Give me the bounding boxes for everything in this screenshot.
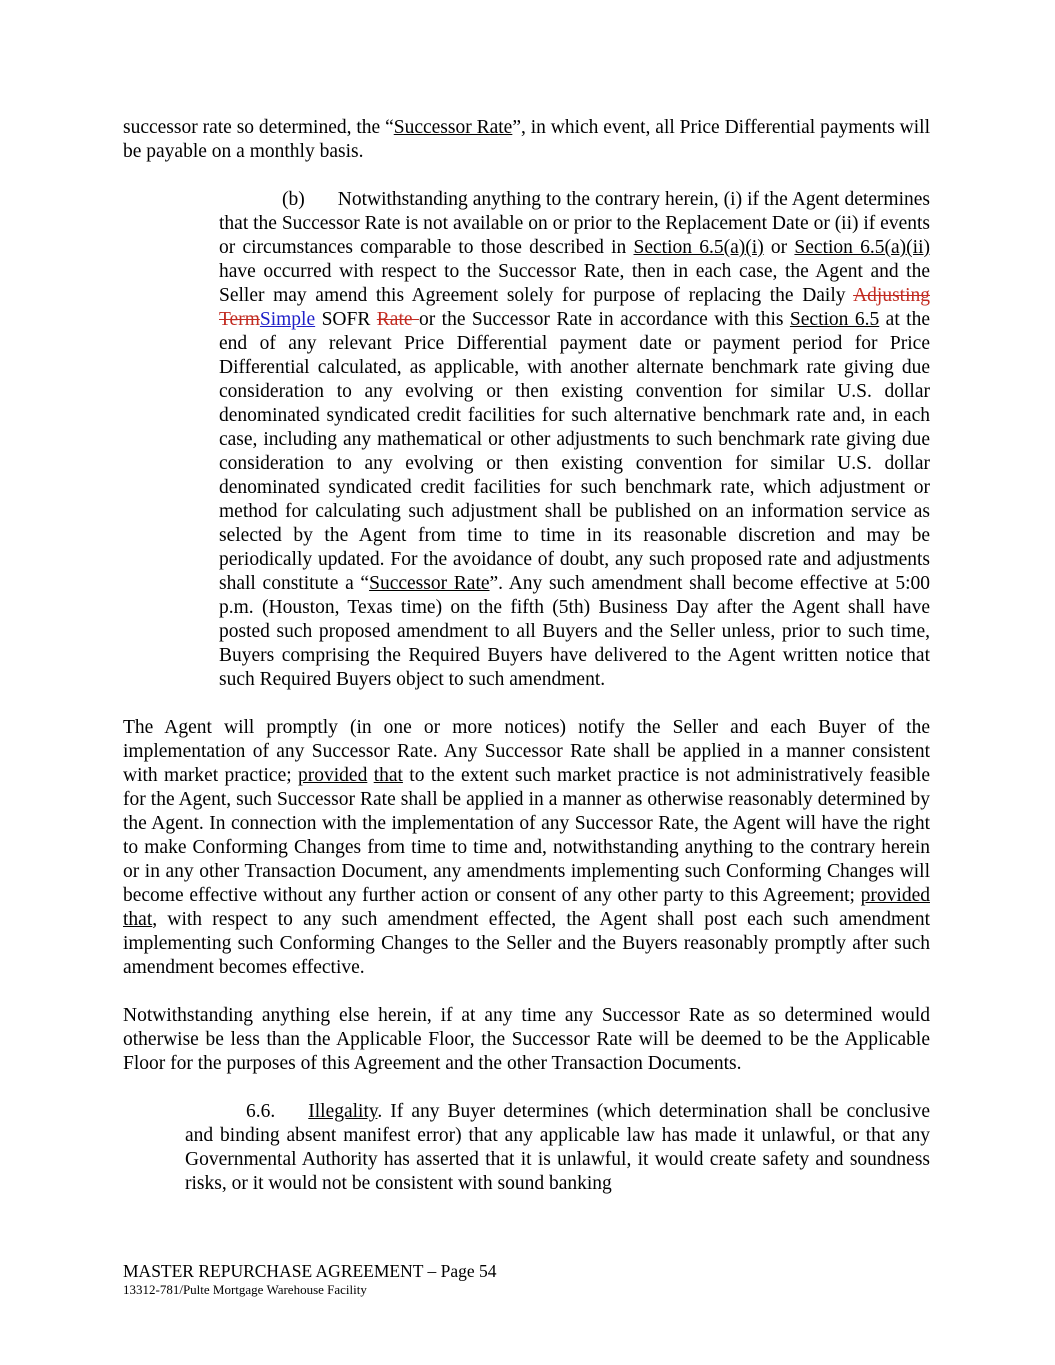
- underlined-text-run: provided: [860, 885, 930, 906]
- text-run: or the Successor Rate in accordance with this: [418, 309, 790, 330]
- text-run: Notwithstanding anything to the contrary herein, (i) if the Agent determines that the Successor Rate is not available on or prior to the Replacement Date or (ii) if events or circumstances comparable to those described in: [219, 189, 930, 258]
- paragraph-agent-notify: [123, 716, 930, 980]
- footer-document-title: MASTER REPURCHASE AGREEMENT – Page 54: [123, 1261, 497, 1281]
- text-run: . If any Buyer determines (which determination shall be conclusive and binding absent manifest error) that any applicable law has made it unlawful, or that any Governmental Authority has asserted that it is unlawful, it would create safety and soundness risks, or it would not be consistent with sound banking: [185, 1101, 930, 1194]
- paragraph-successor-rate-intro: [123, 116, 930, 164]
- deleted-text-run: Rate: [376, 309, 419, 330]
- text-run: or: [763, 237, 795, 258]
- underlined-text-run: Section 6.5(a)(i): [633, 237, 764, 258]
- text-run: The Agent will promptly (in one or more notices) notify the Seller and each Buyer of the implementation of any Successor Rate. Any Successor Rate shall be applied in a manner consistent with market practice;: [123, 717, 930, 786]
- text-run: SOFR: [315, 309, 377, 330]
- underlined-text-run: Section 6.5: [789, 309, 880, 330]
- underlined-text-run: Successor Rate: [369, 573, 490, 594]
- text-run: Notwithstanding anything else herein, if at any time any Successor Rate as so determined would otherwise be less than the Applicable Floor, the Successor Rate will be deemed to be the Applicable Floor for the purposes of this Agreement and the other Transaction Documents.: [123, 1005, 930, 1074]
- footer-matter-id: 13312-781/Pulte Mortgage Warehouse Facility: [123, 1282, 367, 1297]
- text-run: successor rate so determined, the “: [123, 117, 394, 138]
- paragraph-6-6-illegality: [185, 1100, 930, 1196]
- page-footer: [123, 1260, 497, 1298]
- underlined-text-run: Successor Rate: [393, 117, 513, 138]
- text-run: ”. Any such amendment shall become effective at 5:00 p.m. (Houston, Texas time) on the fifth (5th) Business Day after the Agent shall have posted such proposed amendment to all Buyers and the Seller unless, prior to such time, Buyers comprising the Required Buyers have delivered to the Agent written notice that such Required Buyers object to such amendment.: [219, 573, 930, 690]
- underlined-text-run: provided: [298, 765, 368, 786]
- text-run: have occurred with respect to the Successor Rate, then in each case, the Agent and the Seller may amend this Agreement solely for purpose of replacing the Daily: [219, 261, 930, 306]
- paragraph-b-notwithstanding: [219, 188, 930, 692]
- underlined-text-run: that: [373, 765, 403, 786]
- text-run: at the end of any relevant Price Differential payment date or payment period for Price Differential calculated, as applicable, with another alternate benchmark rate giving due consideration to any evolving or then existing convention for similar U.S. dollar denominated syndicated credit facilities for such alternative benchmark rate and, in each case, including any mathematical or other adjustments to such benchmark rate giving due consideration to any evolving or then existing convention for similar U.S. dollar denominated syndicated credit facilities for such benchmark rate, which adjustment or method for calculating such adjustment shall be published on an information service as selected by the Agent from time to time in its reasonable discretion and may be periodically updated. For the avoidance of doubt, any such proposed rate and adjustments shall constitute a “: [219, 309, 931, 594]
- deleted-text-run: Adjusting Term: [219, 285, 930, 330]
- text-run: ”, in which event, all Price Differential payments will be payable on a monthly basis.: [123, 117, 931, 162]
- text-run: to the extent such market practice is not administratively feasible for the Agent, such Successor Rate shall be applied in a manner as otherwise reasonably determined by the Agent. In connection with the implementation of any Successor Rate, the Agent will have the right to make Conforming Changes from time to time and, notwithstanding anything to the contrary herein or in any other Transaction Document, any amendments implementing such Conforming Changes will become effective without any further action or consent of any other party to this Agreement;: [123, 765, 930, 906]
- text-run: (b): [282, 189, 305, 210]
- underlined-text-run: Illegality: [308, 1101, 378, 1122]
- inserted-text-run: Simple: [259, 309, 316, 330]
- paragraph-applicable-floor: [123, 1004, 930, 1076]
- text-run: 6.6.: [246, 1101, 276, 1122]
- underlined-text-run: that: [123, 909, 153, 930]
- underlined-text-run: Section 6.5(a)(ii): [794, 237, 930, 258]
- text-run: , with respect to any such amendment effected, the Agent shall post each such amendment implementing such Conforming Changes to the Seller and the Buyers reasonably promptly after such amendment becomes effective.: [123, 909, 930, 978]
